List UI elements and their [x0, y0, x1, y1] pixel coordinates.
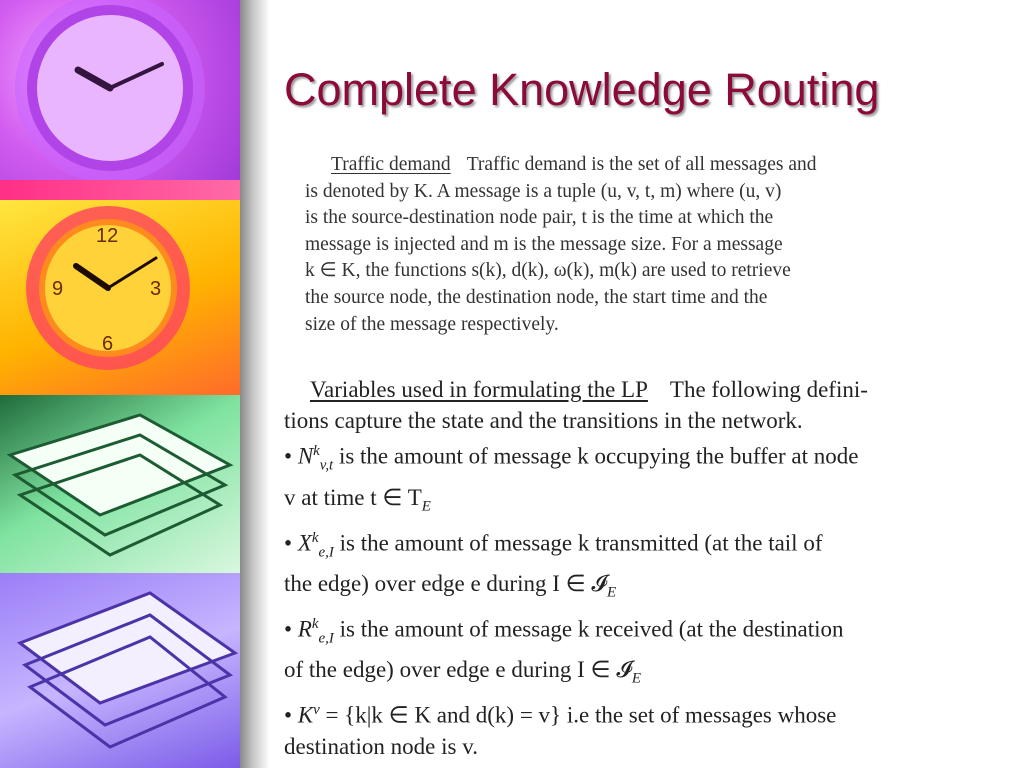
variable-description: is the amount of message k occupying the buffer at node: [338, 444, 859, 470]
variable-sub: e,I: [318, 630, 334, 647]
bullet: •: [284, 444, 293, 470]
variable-item-line: destination node is v.: [284, 734, 478, 760]
variable-item-line: [284, 609, 988, 654]
variable-description: = {k|k ∈ K and d(k) = v} i.e the set of messages whose: [325, 702, 837, 728]
variable-item-r: [284, 609, 988, 695]
bullet: •: [284, 702, 293, 728]
strip-shadow: [240, 0, 270, 768]
variable-symbol: X: [297, 530, 312, 556]
variables-heading: Variables used in formulating the LP: [310, 377, 648, 402]
variable-item-line: of the edge) over edge e during I ∈ 𝓘$_E$: [284, 657, 641, 687]
variable-item-line: [284, 695, 988, 731]
variable-item-line: the edge) over edge e during I ∈ 𝓘$_E$: [284, 571, 617, 601]
svg-text:3: 3: [150, 278, 162, 300]
purple-clock-image: [0, 0, 240, 180]
traffic-demand-line: k ∈ K, the functions s(k), d(k), ω(k), m(k) are used to retrieve: [305, 260, 791, 282]
traffic-demand-line: message is injected and m is the message size. For a message: [305, 233, 783, 255]
variables-intro-text: The following defini-: [669, 377, 868, 402]
traffic-demand-block: [305, 152, 985, 338]
variable-sup: k: [313, 443, 320, 460]
variable-symbol: K: [297, 702, 314, 728]
variable-symbol: N: [297, 444, 314, 470]
traffic-demand-line: is the source-destination node pair, t is the time at which the: [305, 207, 774, 229]
variables-intro-line: [284, 374, 988, 405]
variables-intro-line: tions capture the state and the transitions in the network.: [284, 408, 803, 434]
variable-item-n: [284, 436, 988, 522]
variable-sup: v: [313, 702, 320, 719]
variable-sub: e,I: [318, 543, 334, 560]
variable-sup: k: [311, 529, 319, 546]
decorative-image-strip: [0, 0, 240, 768]
variables-block: [284, 374, 988, 762]
bullet: •: [284, 616, 293, 642]
traffic-demand-line: [305, 152, 985, 179]
lavender-books-image: [0, 573, 240, 768]
traffic-demand-line: the source node, the destination node, the start time and the: [305, 286, 768, 308]
traffic-demand-line: size of the message respectively.: [305, 313, 559, 335]
variable-item-x: [284, 523, 988, 609]
pink-band: [0, 180, 240, 200]
svg-text:6: 6: [102, 333, 114, 355]
variable-item-k: [284, 695, 988, 762]
variable-description: is the amount of message k received (at the destination: [339, 616, 844, 642]
variable-item-line: [284, 523, 988, 568]
traffic-demand-heading: Traffic demand: [331, 154, 451, 175]
traffic-demand-line: is denoted by K. A message is a tuple (u, v, t, m) where (u, v): [305, 180, 782, 202]
variable-item-line: v at time t ∈ $T_E$: [284, 484, 431, 515]
bullet: •: [284, 530, 293, 556]
green-books-image: [0, 395, 240, 573]
slide-title: Complete Knowledge Routing: [284, 64, 880, 115]
svg-text:12: 12: [96, 225, 119, 247]
orange-clock-image: [0, 200, 240, 395]
variable-sup: k: [311, 615, 319, 632]
svg-text:9: 9: [52, 278, 64, 300]
variable-item-line: [284, 436, 988, 481]
variable-sub: v,t: [319, 457, 334, 474]
variable-description: is the amount of message k transmitted (at the tail of: [339, 530, 823, 556]
traffic-demand-text: Traffic demand is the set of all messages and: [466, 154, 817, 175]
variable-symbol: R: [297, 616, 312, 642]
